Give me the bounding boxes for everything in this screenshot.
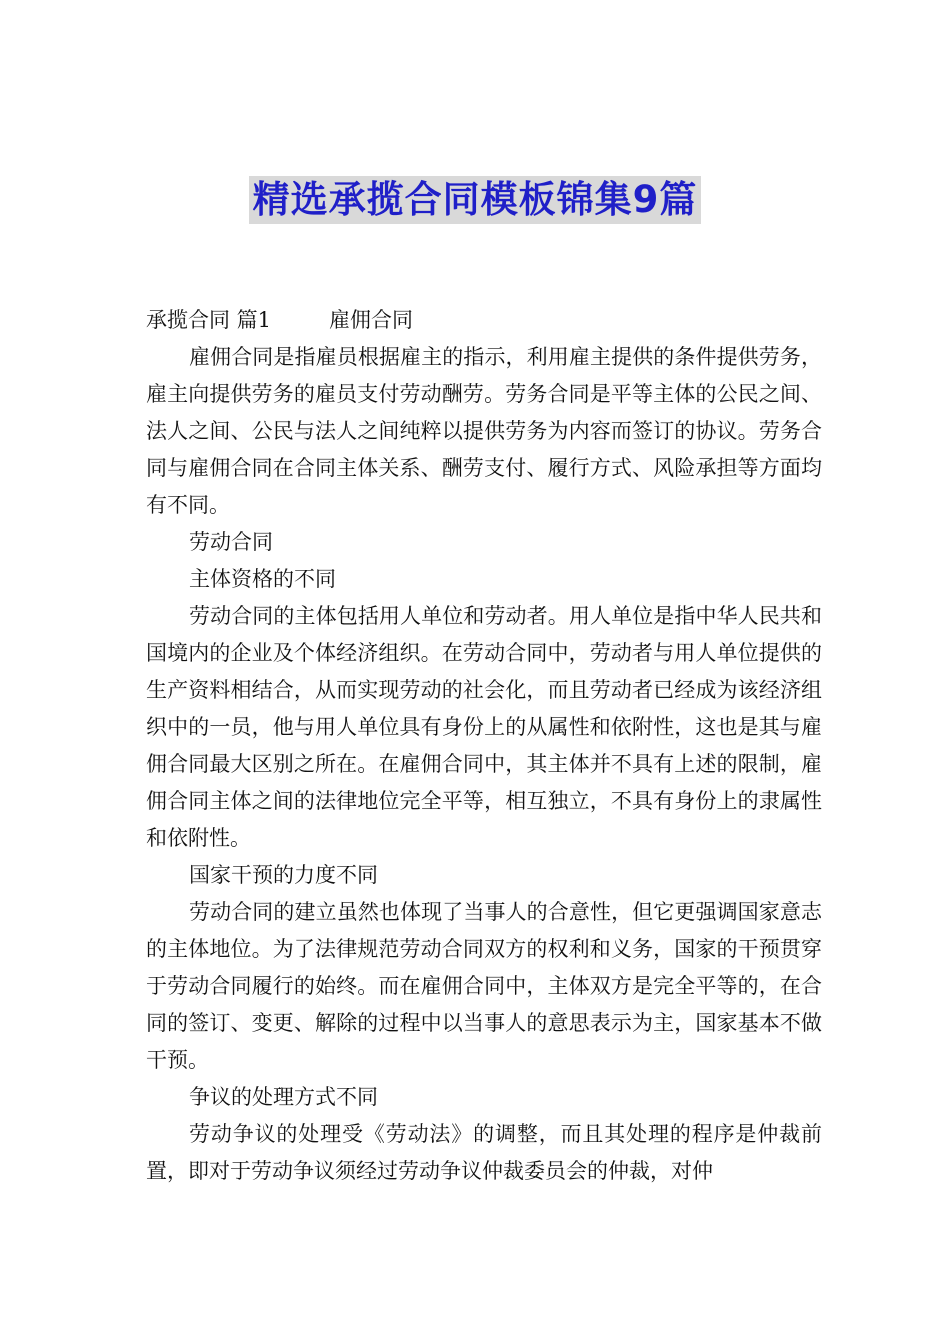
subheading-state-intervention: 国家干预的力度不同: [189, 863, 378, 887]
title-container: [0, 176, 950, 224]
document-body: [146, 302, 822, 1190]
document-title: 精选承揽合同模板锦集9篇: [249, 176, 702, 224]
section-heading: 雇佣合同: [329, 308, 414, 332]
subheading-labor-contract: 劳动合同: [189, 530, 273, 554]
section-heading-line: [146, 302, 822, 339]
subheading-dispute-handling: 争议的处理方式不同: [189, 1085, 378, 1109]
paragraph-employment-contract-definition: 雇佣合同是指雇员根据雇主的指示，利用雇主提供的条件提供劳务，雇主向提供劳务的雇员支付劳动酬劳。劳务合同是平等主体的公民之间、法人之间、公民与法人之间纯粹以提供劳务为内容而签订的协议。劳务合同与雇佣合同在合同主体关系、酬劳支付、履行方式、风险承担等方面均有不同。: [146, 345, 822, 517]
paragraph-subject-qualification: 劳动合同的主体包括用人单位和劳动者。用人单位是指中华人民共和国境内的企业及个体经济组织。在劳动合同中，劳动者与用人单位提供的生产资料相结合，从而实现劳动的社会化，而且劳动者已经成为该经济组织中的一员，他与用人单位具有身份上的从属性和依附性，这也是其与雇佣合同最大区别之所在。在雇佣合同中，其主体并不具有上述的限制，雇佣合同主体之间的法律地位完全平等，相互独立，不具有身份上的隶属性和依附性。: [146, 604, 822, 850]
paragraph-state-intervention: 劳动合同的建立虽然也体现了当事人的合意性，但它更强调国家意志的主体地位。为了法律规范劳动合同双方的权利和义务，国家的干预贯穿于劳动合同履行的始终。而在雇佣合同中，主体双方是完全平等的，在合同的签订、变更、解除的过程中以当事人的意思表示为主，国家基本不做干预。: [146, 900, 822, 1072]
section-label: 承揽合同 篇1: [146, 308, 272, 332]
subheading-subject-qualification: 主体资格的不同: [189, 567, 336, 591]
paragraph-dispute-handling: 劳动争议的处理受《劳动法》的调整，而且其处理的程序是仲裁前置，即对于劳动争议须经过劳动争议仲裁委员会的仲裁，对仲: [146, 1122, 822, 1183]
